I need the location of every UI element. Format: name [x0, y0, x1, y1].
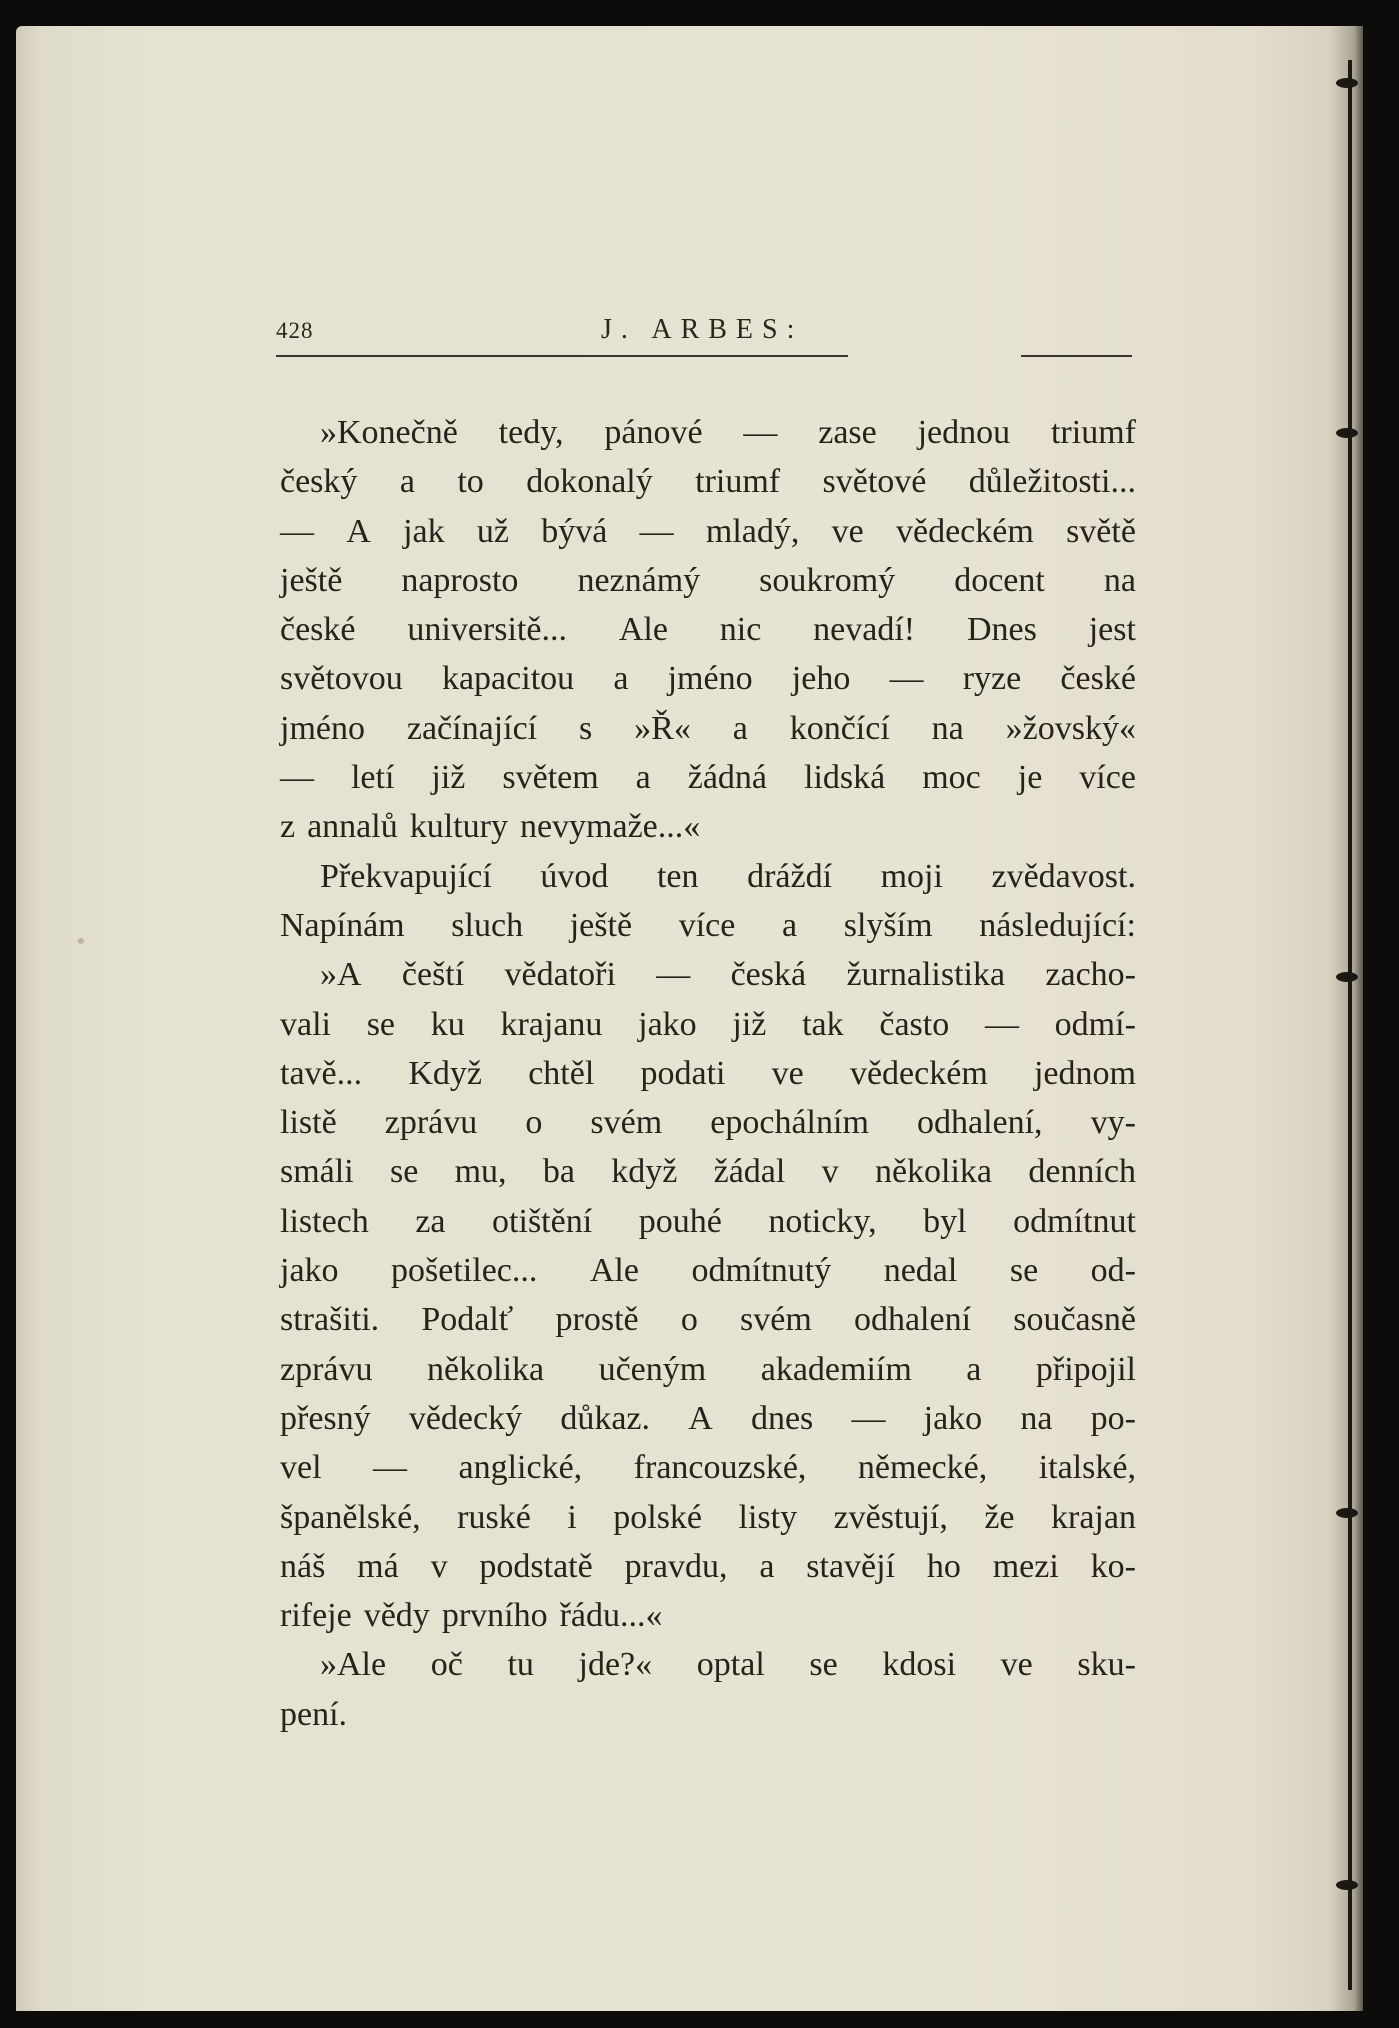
- word: světem: [502, 759, 599, 797]
- word: světě: [1066, 512, 1136, 550]
- word: oč: [430, 1646, 463, 1684]
- text-line: [280, 654, 1136, 703]
- word: a: [399, 463, 415, 501]
- word: za: [415, 1202, 446, 1240]
- text-line: [280, 1098, 1136, 1147]
- word: v: [430, 1547, 448, 1585]
- word: lidská: [804, 759, 886, 797]
- word: vědatoři: [504, 956, 616, 994]
- word: je: [1017, 759, 1043, 797]
- word: česká: [730, 956, 807, 994]
- text-line: [280, 1542, 1136, 1591]
- text-line: [280, 950, 1136, 999]
- word: rifeje: [280, 1597, 352, 1635]
- word: české: [1060, 660, 1136, 698]
- word: vali: [280, 1005, 331, 1043]
- word: krajanu: [500, 1005, 603, 1043]
- text-line: [280, 1345, 1136, 1394]
- word: byl: [923, 1202, 967, 1240]
- word: žurnalistika: [846, 956, 1006, 994]
- header-rule-left: [276, 355, 848, 357]
- word: Ale: [589, 1252, 639, 1290]
- word: zvědavost.: [991, 857, 1136, 895]
- word: začínající: [406, 709, 538, 747]
- word: se: [366, 1005, 396, 1043]
- word: prvního: [441, 1597, 548, 1635]
- text-line: [280, 605, 1136, 654]
- word: žádal: [713, 1153, 786, 1191]
- word: odmí-: [1054, 1005, 1136, 1043]
- text-line: [280, 408, 1136, 457]
- word: zacho-: [1045, 956, 1136, 994]
- binding-stitch: [1336, 1880, 1358, 1890]
- word: sku-: [1077, 1646, 1136, 1684]
- word: se: [389, 1153, 419, 1191]
- word: nic: [719, 611, 762, 649]
- word: optal: [696, 1646, 765, 1684]
- word: slyším: [843, 906, 933, 944]
- word: Ale: [618, 611, 668, 649]
- text-line: [280, 1493, 1136, 1542]
- word: universitě...: [407, 611, 567, 649]
- word: moc: [922, 759, 981, 797]
- word: španělské,: [280, 1498, 421, 1536]
- word: nedal: [883, 1252, 958, 1290]
- text-line: [280, 457, 1136, 506]
- word: pení.: [280, 1695, 348, 1733]
- word: ku: [430, 1005, 465, 1043]
- word: jméno: [667, 660, 753, 698]
- text-line: [280, 852, 1136, 901]
- word: —: [280, 759, 314, 797]
- word: —: [851, 1399, 886, 1437]
- word: vědecký: [408, 1399, 523, 1437]
- text-line: [280, 1443, 1136, 1492]
- word: už: [476, 512, 509, 550]
- word: se: [809, 1646, 838, 1684]
- text-line: [280, 704, 1136, 753]
- word: dráždí: [747, 857, 833, 895]
- word: jako: [638, 1005, 697, 1043]
- word: o: [525, 1104, 543, 1142]
- word: odmítnutý: [691, 1252, 832, 1290]
- word: italské,: [1038, 1449, 1136, 1487]
- word: moji: [880, 857, 943, 895]
- word: to: [457, 463, 484, 501]
- binding-stitch: [1336, 972, 1358, 982]
- word: noticky,: [768, 1202, 877, 1240]
- word: tu: [507, 1646, 534, 1684]
- word: odhalení,: [916, 1104, 1043, 1142]
- word: annalů: [307, 808, 398, 846]
- word: strašiti.: [280, 1301, 380, 1339]
- word: mladý,: [705, 512, 800, 550]
- word: že: [984, 1498, 1015, 1536]
- word: na: [1020, 1399, 1053, 1437]
- word: a: [732, 709, 748, 747]
- word: kdosi: [882, 1646, 957, 1684]
- text-line: [280, 1640, 1136, 1689]
- word: se: [1009, 1252, 1039, 1290]
- word: »A: [320, 956, 362, 994]
- word: ko-: [1090, 1547, 1136, 1585]
- word: na: [931, 709, 964, 747]
- word: triumf: [695, 463, 781, 501]
- word: zase: [818, 414, 877, 451]
- word: prostě: [555, 1301, 639, 1339]
- word: ho: [926, 1547, 961, 1585]
- word: docent: [954, 561, 1045, 599]
- word: sluch: [451, 906, 524, 944]
- word: důležitosti...: [968, 463, 1136, 501]
- word: a: [782, 906, 798, 944]
- word: odmítnut: [1013, 1202, 1136, 1240]
- word: několika: [427, 1350, 545, 1388]
- word: pravdu,: [624, 1547, 728, 1585]
- text-line: [280, 1147, 1136, 1196]
- word: francouzské,: [633, 1449, 807, 1487]
- word: dnes: [750, 1399, 814, 1437]
- text-line: [280, 901, 1136, 950]
- text-line: [280, 753, 1136, 802]
- word: s: [579, 709, 593, 747]
- word: jako: [923, 1399, 983, 1437]
- word: mu,: [454, 1153, 507, 1191]
- word: krajan: [1051, 1498, 1136, 1536]
- word: i: [567, 1498, 577, 1536]
- word: několika: [874, 1153, 993, 1191]
- body-text: [280, 408, 1136, 1739]
- word: jako: [280, 1252, 339, 1290]
- word: ba: [542, 1153, 575, 1191]
- word: přesný: [280, 1399, 371, 1437]
- word: »Ř«: [634, 709, 691, 747]
- word: zprávu: [384, 1104, 478, 1142]
- word: —: [280, 512, 314, 550]
- text-line: [280, 507, 1136, 556]
- word: ještě: [569, 906, 633, 944]
- word: bývá: [541, 512, 608, 550]
- word: kultury: [409, 808, 508, 846]
- word: má: [357, 1547, 399, 1585]
- word: jak: [403, 512, 445, 550]
- word: z: [280, 808, 296, 846]
- word: a: [635, 759, 651, 797]
- word: pouhé: [638, 1202, 722, 1240]
- page-number: 428: [276, 318, 314, 343]
- word: ryze: [962, 660, 1022, 698]
- running-head: J. ARBES:: [601, 314, 804, 345]
- word: český: [280, 463, 358, 501]
- word: Podalť: [421, 1301, 514, 1339]
- word: následující:: [979, 906, 1136, 944]
- word: A: [346, 512, 371, 550]
- word: vel: [280, 1449, 322, 1487]
- word: zprávu: [280, 1350, 373, 1388]
- word: listě: [280, 1104, 337, 1142]
- word: zvěstují,: [833, 1498, 948, 1536]
- binding-stitch: [1336, 1508, 1358, 1518]
- word: pánové: [604, 414, 703, 451]
- word: tak: [802, 1005, 844, 1043]
- word: chtěl: [528, 1054, 595, 1092]
- word: listy: [738, 1498, 798, 1536]
- word: jméno: [280, 709, 365, 747]
- word: od-: [1090, 1252, 1136, 1290]
- word: letí: [350, 759, 395, 797]
- word: ten: [656, 857, 699, 895]
- word: učeným: [598, 1350, 707, 1388]
- word: akademiím: [760, 1350, 912, 1388]
- word: světové: [822, 463, 927, 501]
- word: neznámý: [577, 561, 701, 599]
- word: —: [373, 1449, 408, 1487]
- word: »žovský«: [1005, 709, 1136, 747]
- word: —: [889, 660, 924, 698]
- text-line: [280, 1197, 1136, 1246]
- word: —: [639, 512, 674, 550]
- word: důkaz.: [560, 1399, 650, 1437]
- word: Dnes: [966, 611, 1037, 649]
- word: —: [984, 1005, 1019, 1043]
- word: A: [688, 1399, 713, 1437]
- word: německé,: [857, 1449, 988, 1487]
- word: vědy: [363, 1597, 430, 1635]
- word: podati: [640, 1054, 726, 1092]
- word: —: [656, 956, 691, 994]
- word: »Ale: [320, 1646, 387, 1684]
- word: světovou: [280, 660, 403, 698]
- word: ve: [1000, 1646, 1033, 1684]
- word: Když: [408, 1054, 482, 1092]
- word: když: [611, 1153, 678, 1191]
- word: vědeckém: [896, 512, 1034, 550]
- word: čeští: [401, 956, 465, 994]
- word: denních: [1028, 1153, 1136, 1191]
- word: současně: [1013, 1301, 1136, 1339]
- word: úvod: [540, 857, 609, 895]
- word: jest: [1088, 611, 1136, 649]
- text-line: [280, 1049, 1136, 1098]
- word: na: [1103, 561, 1136, 599]
- word: více: [1079, 759, 1136, 797]
- text-line: [280, 1000, 1136, 1049]
- word: Překvapující: [320, 857, 492, 895]
- text-line: [280, 802, 1136, 851]
- word: jednou: [917, 414, 1011, 451]
- word: více: [678, 906, 736, 944]
- word: odhalení: [853, 1301, 972, 1339]
- word: v: [821, 1153, 839, 1191]
- word: připojil: [1035, 1350, 1136, 1388]
- word: anglické,: [458, 1449, 583, 1487]
- word: polské: [613, 1498, 703, 1536]
- word: již: [732, 1005, 767, 1043]
- word: Napínám: [280, 906, 405, 944]
- word: triumf: [1050, 414, 1136, 451]
- word: žádná: [687, 759, 768, 797]
- word: ještě: [280, 561, 343, 599]
- word: po-: [1090, 1399, 1136, 1437]
- word: stavějí: [806, 1547, 896, 1585]
- word: a: [613, 660, 629, 698]
- word: vy-: [1090, 1104, 1136, 1142]
- paper-speck: [78, 938, 84, 944]
- text-line: [280, 1690, 1136, 1739]
- word: často: [879, 1005, 950, 1043]
- word: ve: [771, 1054, 804, 1092]
- word: řádu...«: [559, 1597, 663, 1635]
- text-line: [280, 1246, 1136, 1295]
- text-line: [280, 1591, 1136, 1640]
- word: otištění: [492, 1202, 593, 1240]
- word: náš: [280, 1547, 326, 1585]
- word: pošetilec...: [391, 1252, 538, 1290]
- word: jde?«: [578, 1646, 653, 1684]
- word: naprosto: [401, 561, 519, 599]
- binding-edge: [1348, 60, 1352, 1990]
- word: o: [680, 1301, 698, 1339]
- word: »Konečně: [320, 414, 458, 451]
- word: soukromý: [759, 561, 896, 599]
- word: dokonalý: [526, 463, 653, 501]
- word: epochálním: [710, 1104, 869, 1142]
- word: a: [966, 1350, 982, 1388]
- word: smáli: [280, 1153, 354, 1191]
- word: svém: [590, 1104, 663, 1142]
- word: jeho: [791, 660, 851, 698]
- word: končící: [789, 709, 890, 747]
- word: nevadí!: [813, 611, 916, 649]
- text-line: [280, 1295, 1136, 1344]
- word: svém: [740, 1301, 812, 1339]
- page-header: [276, 314, 1132, 358]
- word: tavě...: [280, 1054, 363, 1092]
- word: ruské: [457, 1498, 531, 1536]
- binding-stitch: [1336, 428, 1358, 438]
- word: ve: [831, 512, 864, 550]
- word: podstatě: [479, 1547, 593, 1585]
- binding-stitch: [1336, 78, 1358, 88]
- header-rule-right: [1021, 355, 1132, 357]
- word: české: [280, 611, 356, 649]
- text-line: [280, 1394, 1136, 1443]
- word: tedy,: [498, 414, 564, 451]
- word: nevymaže...«: [519, 808, 701, 846]
- word: kapacitou: [441, 660, 575, 698]
- word: a: [759, 1547, 775, 1585]
- text-line: [280, 556, 1136, 605]
- word: jednom: [1033, 1054, 1136, 1092]
- word: mezi: [992, 1547, 1059, 1585]
- word: listech: [280, 1202, 369, 1240]
- word: —: [743, 414, 778, 451]
- word: již: [431, 759, 466, 797]
- word: vědeckém: [849, 1054, 988, 1092]
